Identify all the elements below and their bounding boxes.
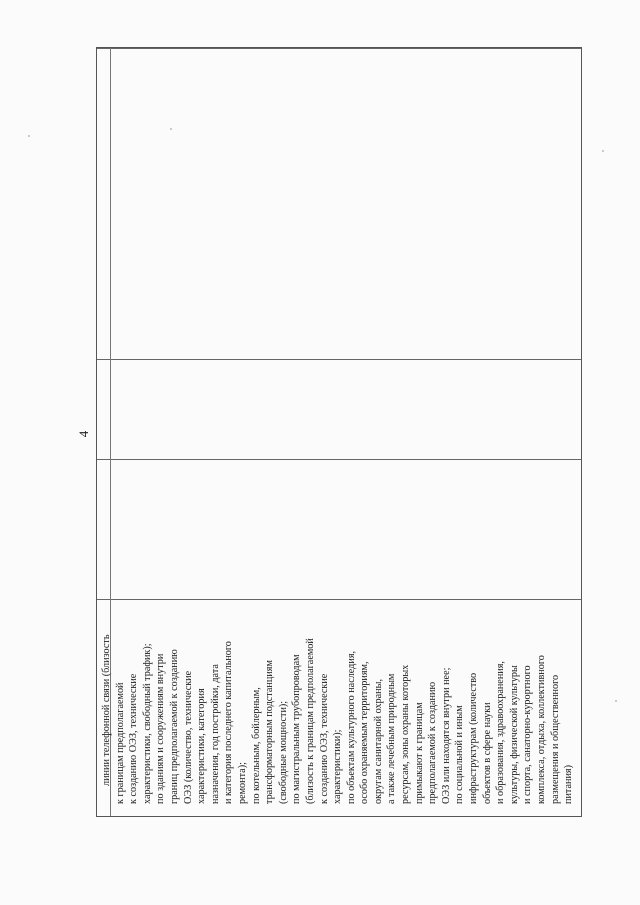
text-line: характеристики); — [332, 729, 344, 804]
text-line: предполагаемой к созданию — [427, 681, 439, 804]
text-line: по котельным, бойлерным, — [250, 687, 262, 804]
text-line: культуры, физической культуры — [508, 665, 520, 804]
text-line: а также лечебным природным — [386, 673, 398, 804]
row-divider-1 — [97, 359, 581, 360]
text-line: питания) — [563, 765, 575, 804]
scan-speck — [170, 128, 172, 130]
text-line: к созданию ОЭЗ, технические — [318, 673, 330, 804]
text-line: комплекса, отдыха, коллективного — [536, 655, 547, 804]
text-line: инфраструктурам (количество — [468, 672, 480, 804]
row-border-top — [97, 48, 581, 49]
text-line: по магистральным трубопроводам — [291, 654, 303, 804]
row-divider-2 — [97, 459, 581, 460]
page-number: 4 — [76, 430, 91, 438]
rotated-text-cell — [96, 598, 580, 809]
text-line: по социальной и иным — [454, 705, 466, 804]
text-line: (близость к границам предполагаемой — [304, 638, 316, 804]
text-line: ремонта); — [236, 762, 248, 804]
text-line: и категория последнего капитального — [223, 641, 235, 804]
text-line: размещения и общественного — [549, 674, 561, 804]
text-line: линии телефонной связи (близость — [101, 634, 112, 786]
text-line: характеристики, свободный трафик); — [141, 643, 153, 804]
text-line: ОЭЗ (количество, технические — [182, 670, 194, 804]
text-line: (свободные мощности); — [277, 700, 289, 804]
text-line: округам санитарной охраны, — [372, 679, 384, 804]
text-line: примыкают к границам — [413, 702, 425, 804]
text-line: ОЭЗ или находятся внутри нее; — [440, 667, 452, 804]
text-line: к созданию ОЭЗ, технические — [128, 673, 140, 804]
text-line: к границам предполагаемой — [114, 682, 126, 804]
text-line: особо охраняемым территориям, — [359, 661, 371, 804]
text-line: по объектам культурного наследия, — [345, 650, 357, 804]
scan-speck — [602, 150, 604, 152]
cell-text — [96, 598, 580, 809]
text-line: трансформаторным подстанциям — [264, 660, 276, 804]
text-line: и образования, здравоохранения, — [495, 661, 507, 804]
text-line: ресурсам, зоны охраны которых — [400, 664, 412, 804]
text-line: объектов в сфере науки — [481, 702, 493, 804]
scan-speck — [28, 135, 30, 137]
scan-speck — [615, 700, 617, 702]
text-line: границ предполагаемой к созданию — [168, 649, 180, 804]
text-line: назначения, год постройки, дата — [209, 664, 221, 804]
text-line: характеристики, категория — [196, 688, 208, 804]
text-line: и спорта, санаторно-курортного — [522, 665, 534, 804]
text-line: по зданиям и сооружениям внутри — [155, 653, 167, 804]
